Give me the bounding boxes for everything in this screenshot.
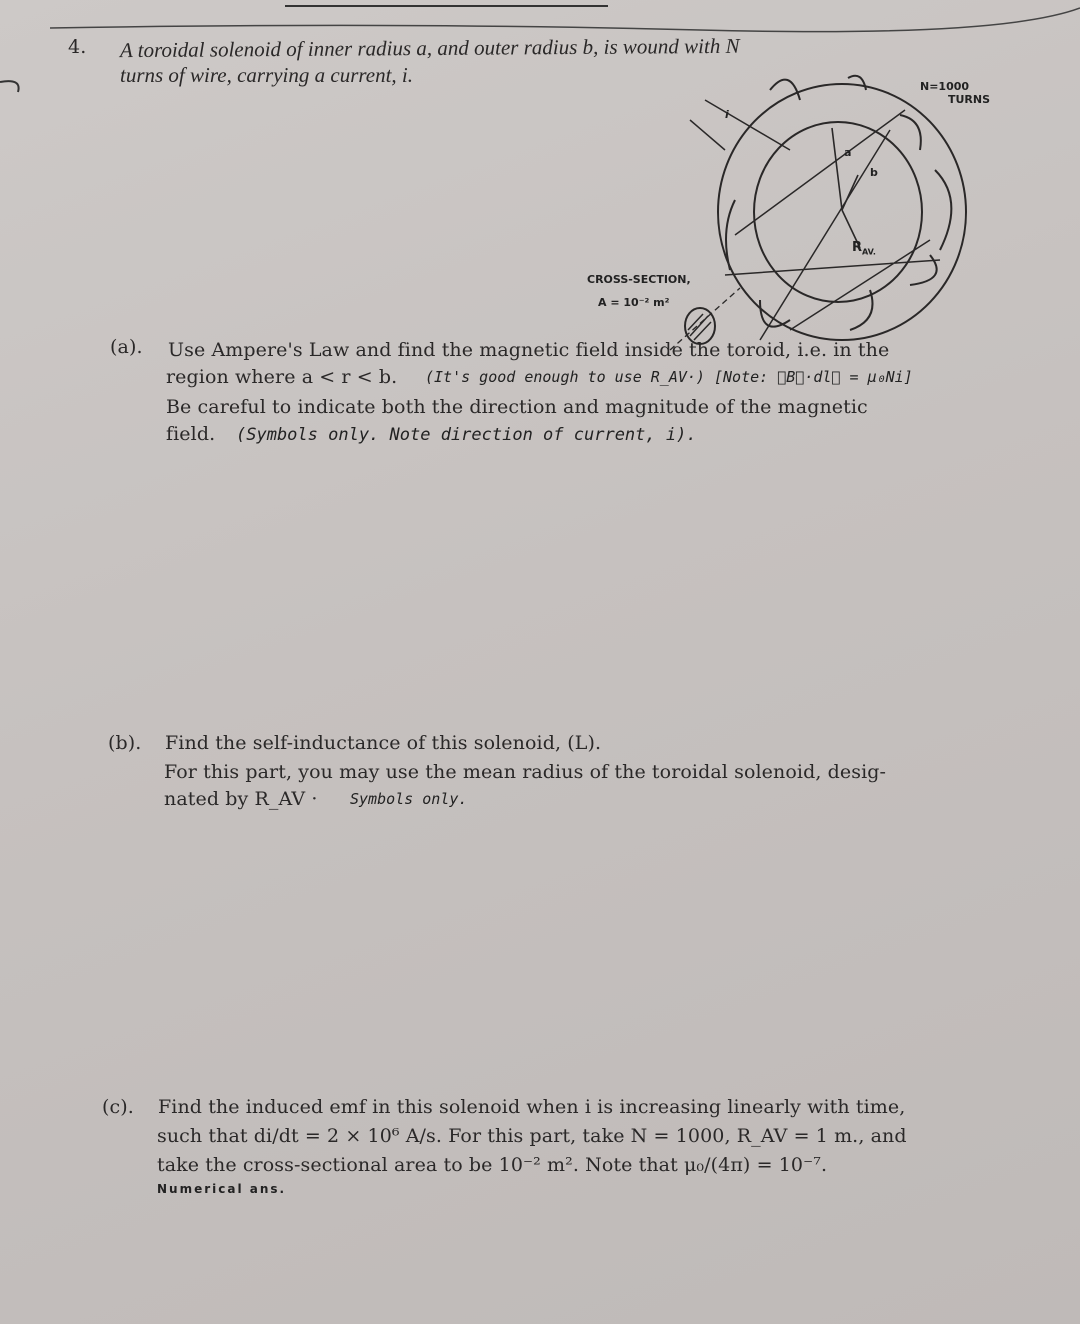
cross-section-label: CROSS-SECTION, [587,273,691,286]
part-b-line-3: nated by R_AV · [164,788,318,810]
problem-line-1: A toroidal solenoid of inner radius a, and outer radius b, is wound with N [119,33,740,63]
part-a-line-2: region where a < r < b. [166,366,398,388]
part-a-label: (a). [110,336,143,358]
part-a-hint: (It's good enough to use R_AV·) [Note: ∮B⃗·dl⃗ = μ₀Ni] [425,368,913,386]
part-c-note: Numerical ans. [157,1182,287,1196]
part-a-line-1: Use Ampere's Law and find the magnetic field inside the toroid, i.e. in the [168,339,890,361]
part-a-line-4: field. [166,423,216,445]
label-b: b [870,166,878,179]
label-a: a [844,146,852,159]
turns-unit: TURNS [948,93,991,106]
winding-loops [726,76,951,330]
turns-label: N=1000 [920,80,970,93]
margin-mark [0,81,19,92]
part-b-note: Symbols only. [350,790,468,808]
label-rav: $R_{AV.}$ [852,240,876,257]
part-c-label: (c). [102,1096,134,1118]
part-a-line-3: Be careful to indicate both the direction and magnitude of the magnetic [166,396,868,418]
part-c-line-1: Find the induced emf in this solenoid when i is increasing linearly with time, [158,1096,906,1118]
part-b-line-1: Find the self-inductance of this solenoid, (L). [165,732,602,754]
problem-number: 4. [68,36,87,58]
area-label: A = 10⁻² m² [598,296,670,309]
divider-line [50,8,1080,32]
problem-line-2: turns of wire, carrying a current, i. [120,63,414,87]
part-a-note: (Symbols only. Note direction of current, i). [236,425,697,445]
part-b-label: (b). [108,732,142,754]
part-c-line-3: take the cross-sectional area to be 10⁻² m². Note that μ₀/(4π) = 10⁻⁷. [157,1154,828,1176]
current-label: i [725,108,729,121]
inner-circle [754,122,922,302]
part-c-line-2: such that di/dt = 2 × 10⁶ A/s. For this part, take N = 1000, R_AV = 1 m., and [157,1125,907,1147]
part-b-line-2: For this part, you may use the mean radius of the toroidal solenoid, desig- [164,761,887,783]
